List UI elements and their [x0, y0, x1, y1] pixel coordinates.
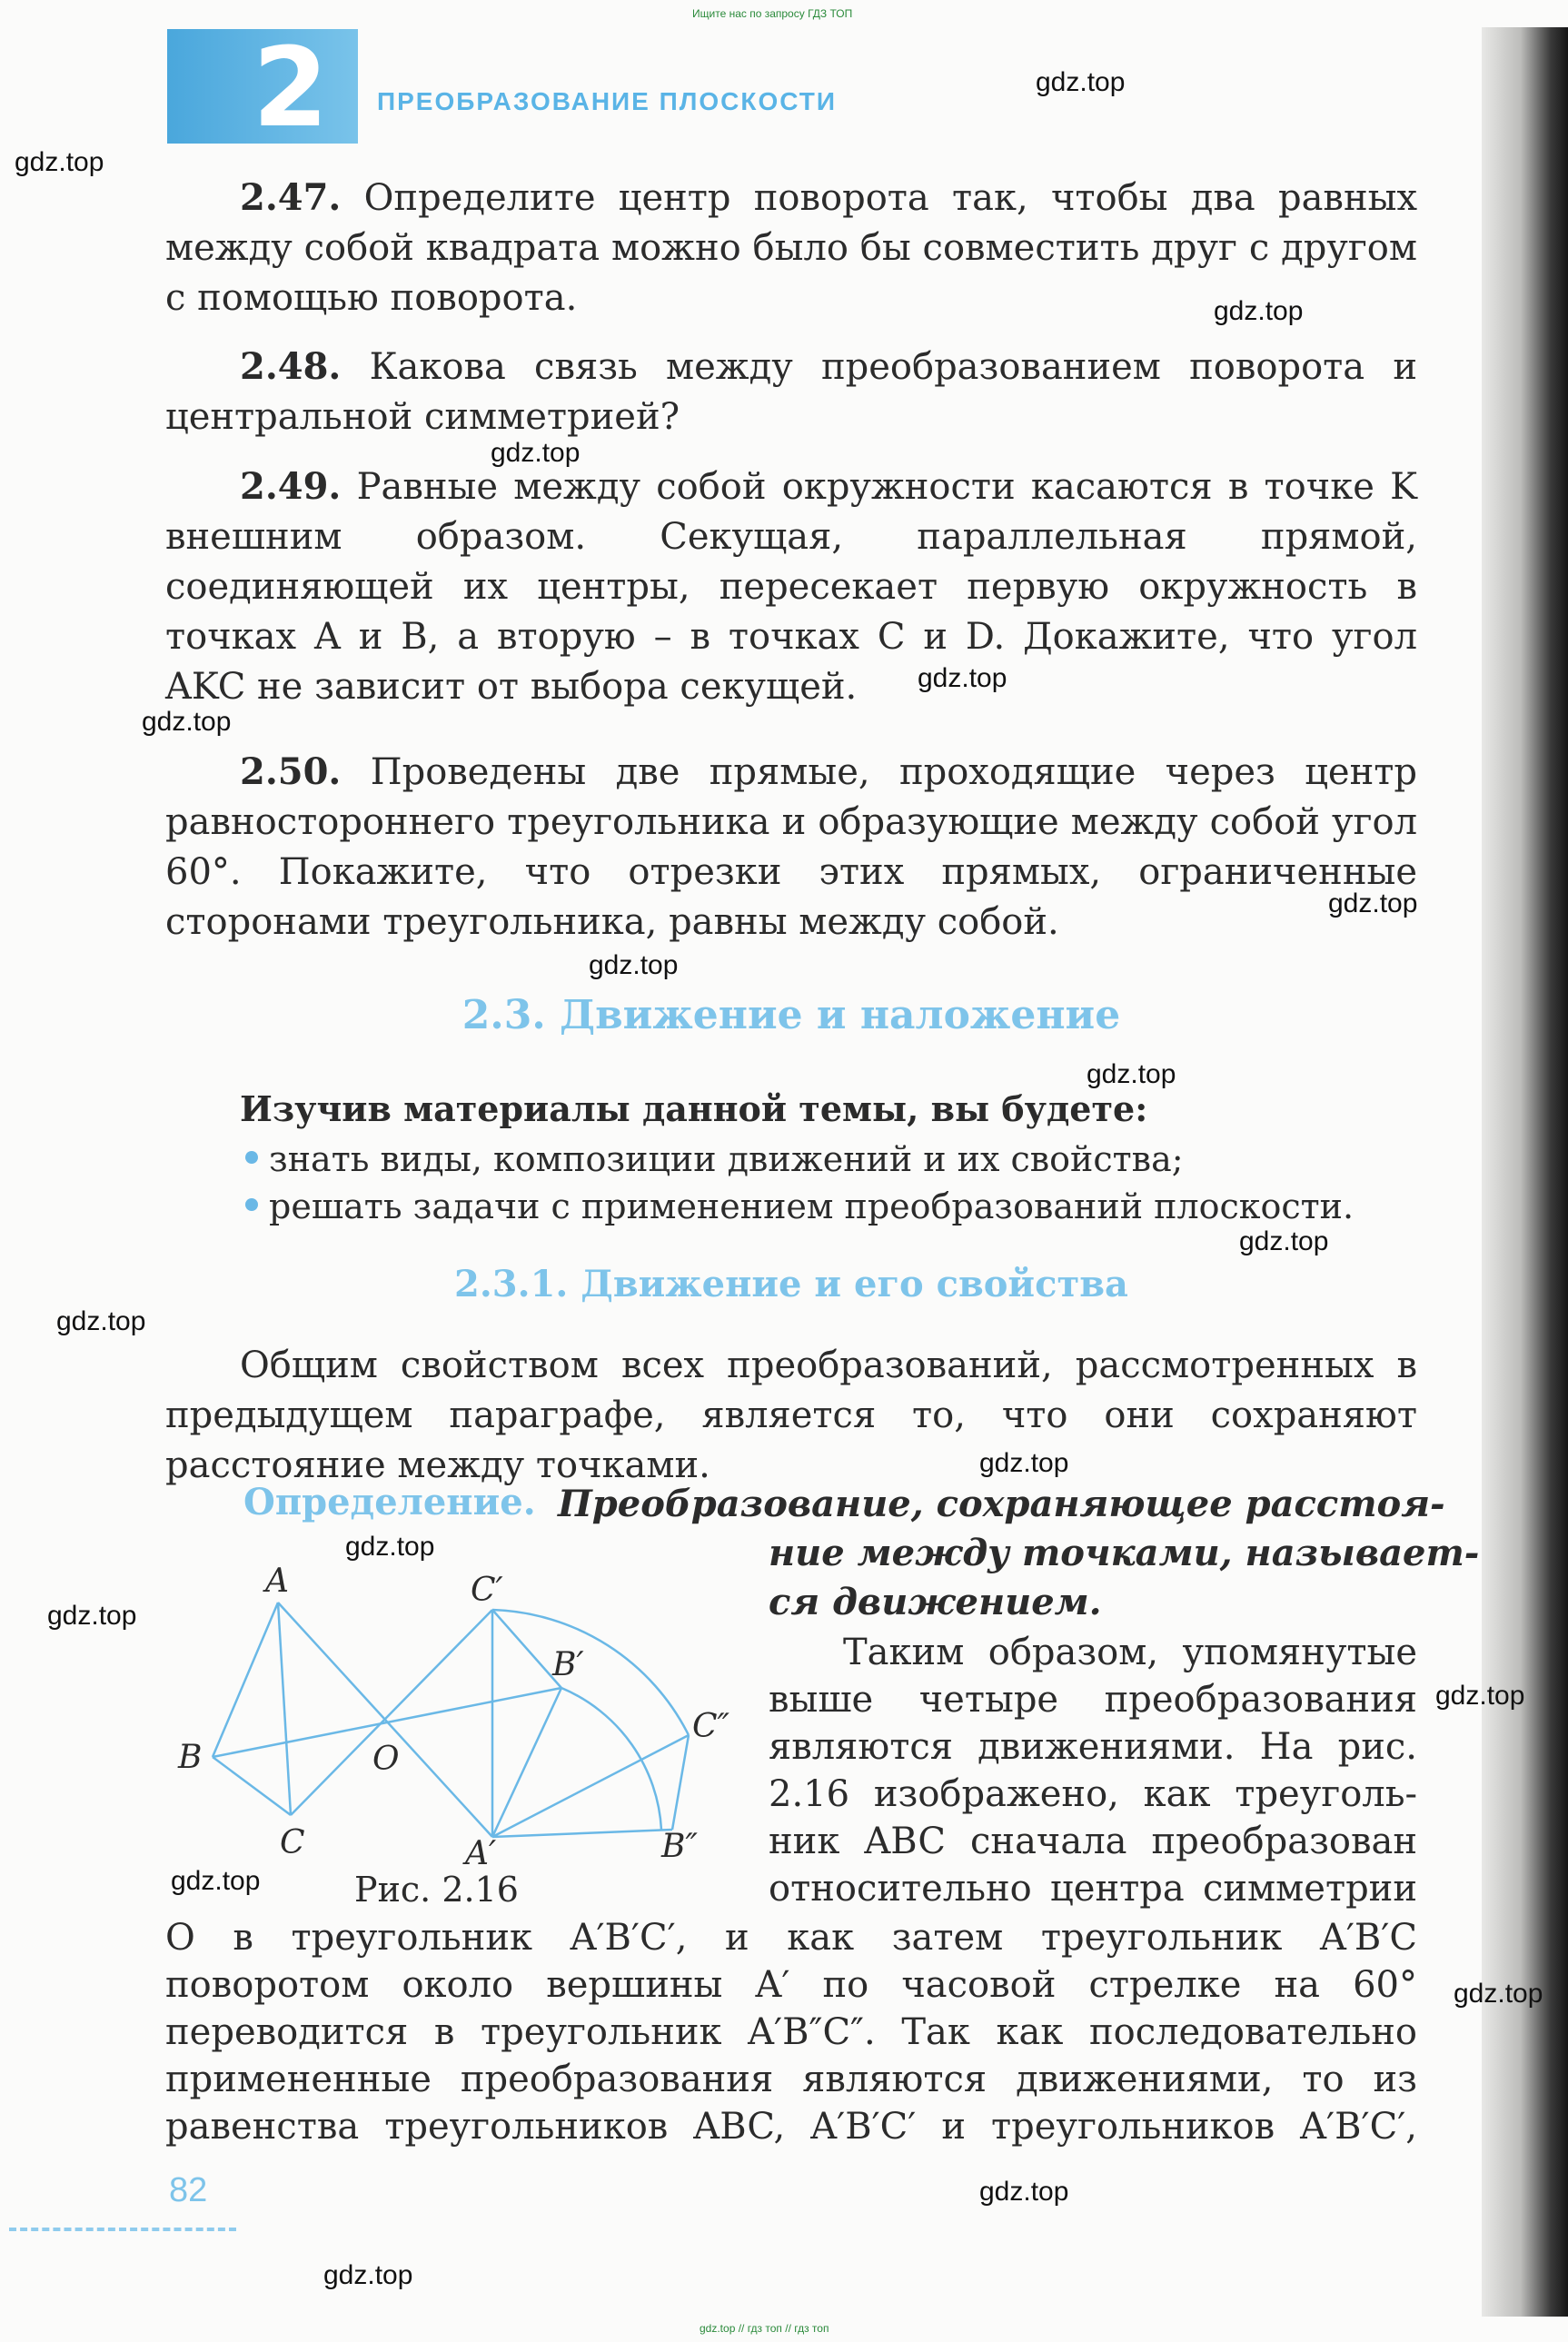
figure-caption: Рис. 2.16 — [354, 1870, 519, 1910]
body-line-3: переводится в треугольник A′B″C″. Так как последовательно — [165, 2011, 1417, 2053]
label-B-double-prime: B″ — [661, 1828, 698, 1865]
segment-A1C2 — [492, 1735, 689, 1837]
segment-A1B2 — [492, 1830, 672, 1837]
side-line-5: ник ABC сначала преобразован — [769, 1821, 1417, 1862]
watermark: gdz.top — [171, 1866, 261, 1896]
watermark: gdz.top — [323, 2260, 413, 2290]
section-title: 2.3. Движение и наложение — [461, 992, 1121, 1038]
segment-BC — [213, 1757, 291, 1815]
segment-C2B2 — [672, 1735, 689, 1830]
chapter-number: 2 — [253, 25, 329, 152]
body-line-5: равенства треугольников ABC, A′B′C′ и треугольников A′B′C′, — [165, 2106, 1417, 2148]
problem-2-49 — [165, 461, 1417, 712]
side-line-1: Таким образом, упомянутые — [843, 1632, 1417, 1673]
side-line-3: являются движениями. На рис. — [769, 1726, 1417, 1768]
bullet-dot-icon — [245, 1151, 258, 1164]
watermark: gdz.top — [918, 663, 1007, 693]
segment-C1B1 — [492, 1610, 561, 1688]
label-C: C — [280, 1824, 305, 1861]
watermark: gdz.top — [15, 147, 104, 177]
definition-line-2: ние между точками, называет- — [769, 1532, 1480, 1574]
watermark: gdz.top — [345, 1532, 435, 1562]
problem-text: Какова связь между преобразованием поворота и центральной симметрией? — [165, 346, 1417, 438]
watermark: gdz.top — [1435, 1681, 1525, 1711]
page-footer-dashes — [9, 2228, 236, 2231]
label-A: A — [265, 1563, 289, 1600]
watermark: gdz.top — [1214, 296, 1304, 326]
problem-number: 2.50. — [240, 750, 342, 793]
intro-paragraph: Общим свойством всех преобразований, рассмотренных в предыдущем параграфе, является то, что они сохраняют расстояние между точками. — [165, 1345, 1417, 1486]
problem-2-48 — [165, 342, 1417, 442]
page-number: 82 — [169, 2171, 208, 2209]
problem-number: 2.49. — [240, 465, 342, 508]
goals-lead: Изучив материалы данной темы, вы будете: — [240, 1088, 1148, 1129]
watermark: gdz.top — [491, 438, 581, 468]
goal-item: знать виды, композиции движений и их свойства; — [245, 1139, 1184, 1179]
definition-line-3: ся движением. — [769, 1581, 1102, 1623]
label-C-prime: C′ — [471, 1572, 503, 1609]
body-line-2: поворотом около вершины A′ по часовой стрелке на 60° — [165, 1964, 1417, 2006]
segment-A1B1 — [492, 1688, 561, 1837]
definition-line-1: Преобразование, сохраняющее расстоя- — [558, 1483, 1445, 1525]
problem-2-50 — [165, 747, 1417, 948]
watermark: gdz.top — [1328, 888, 1418, 918]
watermark: gdz.top — [1454, 1979, 1543, 2009]
body-line-4: примененные преобразования являются движениями, то из — [165, 2059, 1417, 2100]
definition-label: Определение. — [243, 1481, 536, 1523]
problem-text: Равные между собой окружности касаются в точке K внешним образом. Секущая, параллельная прямой, соединяющей их центры, пересекает первую окружность в точках A и B, а вторую – в точках C и D. Докажите, что угол AKC не зависит от выбора секущей. — [165, 466, 1417, 708]
label-O: O — [372, 1741, 400, 1778]
watermark: gdz.top — [142, 707, 232, 737]
body-line-1: O в треугольник A′B′C′, и как затем треугольник A′B′C — [165, 1917, 1417, 1959]
subsection-title: 2.3.1. Движение и его свойства — [454, 1263, 1128, 1305]
problem-number: 2.48. — [240, 345, 342, 388]
arc-B1-B2 — [561, 1688, 661, 1830]
arc-C1-C2 — [492, 1610, 689, 1735]
watermark: gdz.top — [47, 1601, 137, 1631]
problem-number: 2.47. — [240, 176, 342, 219]
chapter-title: ПРЕОБРАЗОВАНИЕ ПЛОСКОСТИ — [377, 87, 838, 115]
watermark: gdz.top — [589, 950, 679, 980]
watermark: gdz.top — [979, 2177, 1069, 2207]
bullet-dot-icon — [245, 1198, 258, 1211]
watermark: gdz.top — [1036, 67, 1126, 97]
segment-CA — [278, 1603, 291, 1815]
label-B: B — [178, 1739, 203, 1776]
page-binding-shadow — [1482, 27, 1568, 2317]
watermark: gdz.top — [56, 1306, 146, 1336]
segment-CC1 — [291, 1610, 492, 1815]
watermark: gdz.top — [1087, 1059, 1176, 1089]
watermark: gdz.top — [979, 1448, 1069, 1478]
problem-text: Определите центр поворота так, чтобы два равных между собой квадрата можно было бы совместить друг с другом с помощью поворота. — [165, 177, 1418, 319]
bottom-notice: gdz.top // гдз топ // гдз топ — [700, 2322, 829, 2335]
problem-text: Проведены две прямые, проходящие через центр равностороннего треугольника и образующие между собой угол 60°. Покажите, что отрезки этих прямых, ограниченные сторонами треугольника, равны между собой. — [165, 751, 1417, 943]
side-line-2: выше четыре преобразования — [769, 1679, 1417, 1721]
label-B-prime: B′ — [552, 1646, 584, 1683]
figure-2-16 — [164, 1544, 745, 1871]
side-line-4: 2.16 изображено, как треуголь- — [769, 1773, 1417, 1815]
side-line-6: относительно центра симметрии — [769, 1868, 1417, 1910]
goal-item: решать задачи с применением преобразований плоскости. — [245, 1186, 1354, 1226]
label-C-double-prime: C″ — [692, 1708, 729, 1745]
segment-AB — [213, 1603, 278, 1757]
watermark: gdz.top — [1239, 1226, 1329, 1256]
top-notice: Ищите нас по запросу ГДЗ ТОП — [692, 7, 853, 20]
label-A-prime: A′ — [465, 1835, 497, 1871]
